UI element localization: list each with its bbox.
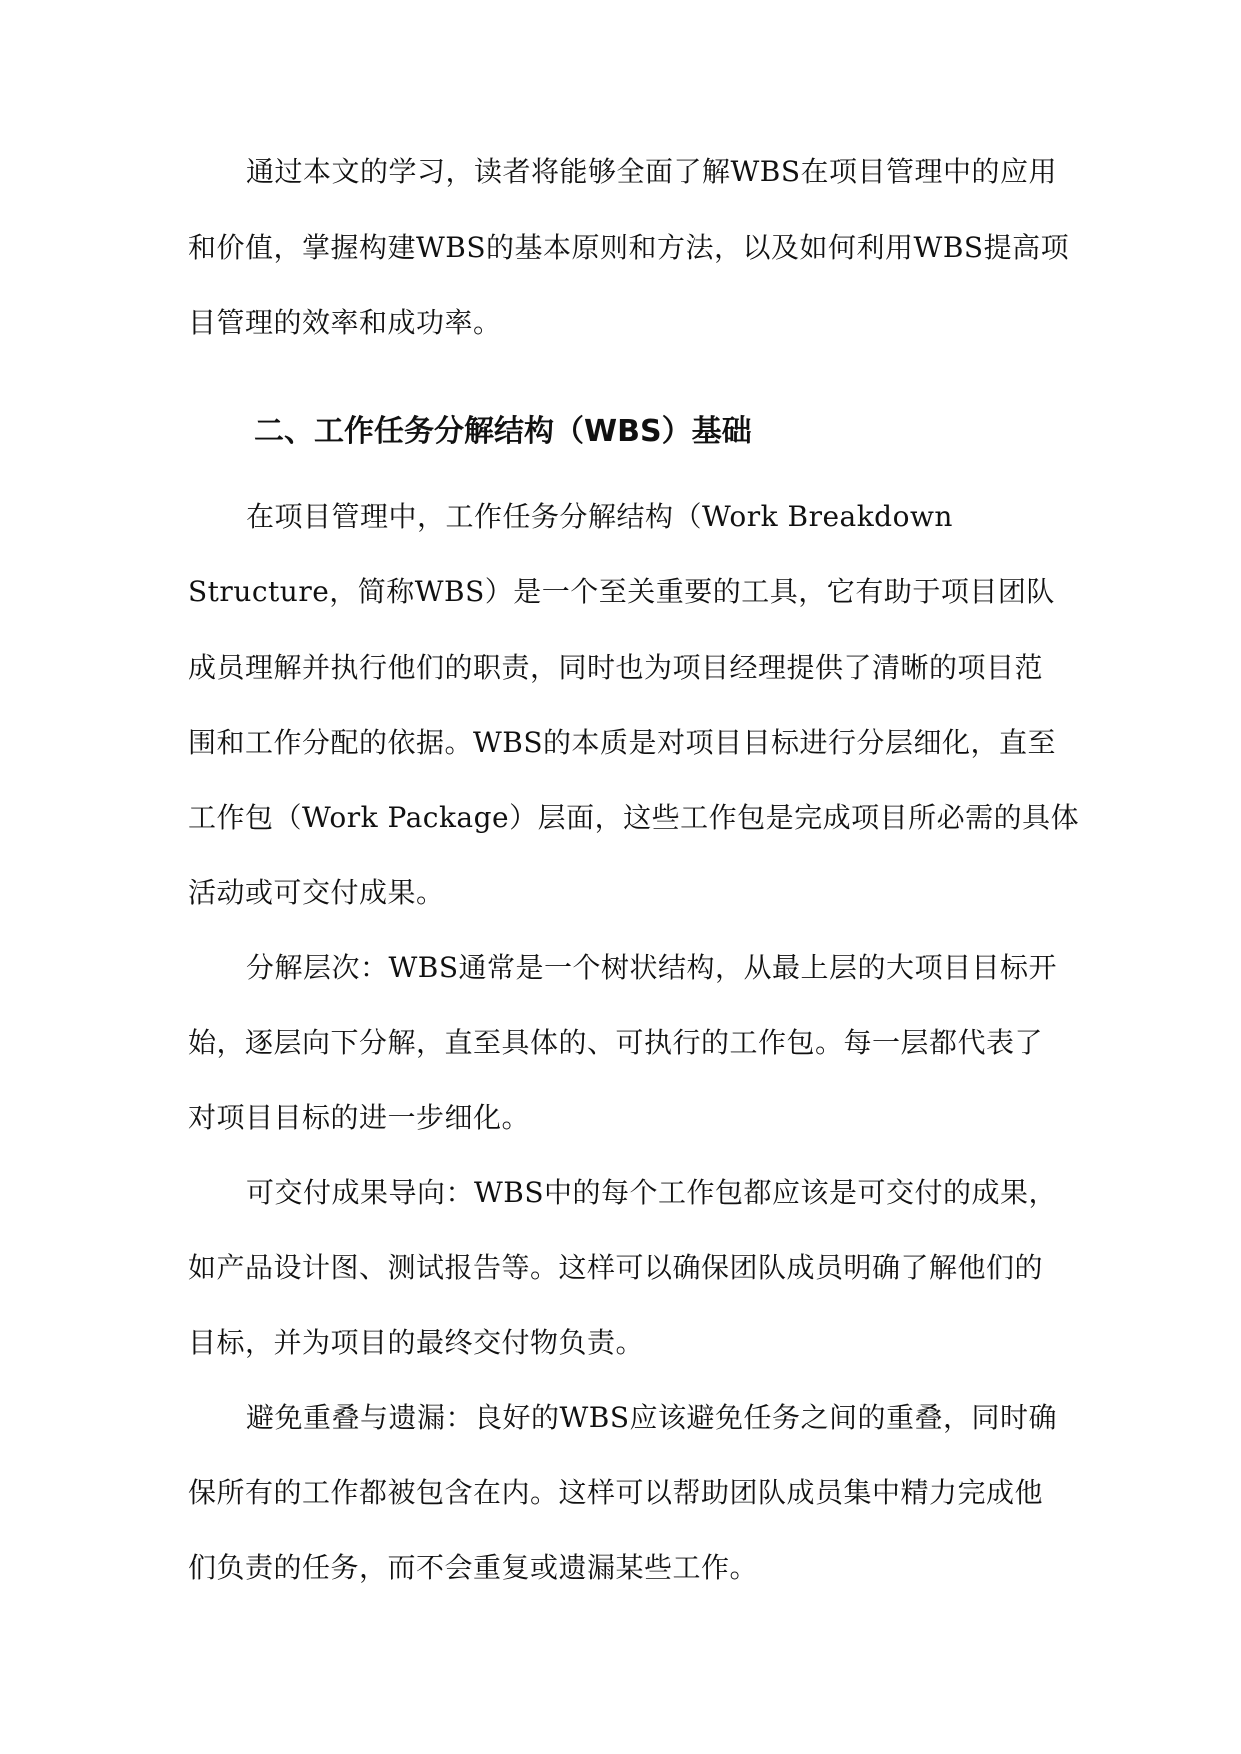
paragraph-line: 分解层次：WBS通常是一个树状结构，从最上层的大项目目标开 bbox=[246, 951, 1058, 984]
paragraph-line: 保所有的工作都被包含在内。这样可以帮助团队成员集中精力完成他 bbox=[188, 1476, 1044, 1509]
paragraph-line: 避免重叠与遗漏：良好的WBS应该避免任务之间的重叠，同时确 bbox=[246, 1401, 1058, 1434]
paragraph-line: 们负责的任务，而不会重复或遗漏某些工作。 bbox=[188, 1551, 759, 1584]
section-heading: 二、工作任务分解结构（WBS）基础 bbox=[254, 414, 752, 449]
paragraph-line: 始，逐层向下分解，直至具体的、可执行的工作包。每一层都代表了 bbox=[188, 1026, 1044, 1059]
paragraph-line: 成员理解并执行他们的职责，同时也为项目经理提供了清晰的项目范 bbox=[188, 651, 1044, 684]
paragraph-line: 可交付成果导向：WBS中的每个工作包都应该是可交付的成果， bbox=[246, 1176, 1058, 1209]
paragraph-line: 和价值，掌握构建WBS的基本原则和方法，以及如何利用WBS提高项 bbox=[188, 231, 1070, 264]
paragraph-line: 目管理的效率和成功率。 bbox=[188, 306, 502, 339]
paragraph-line: 在项目管理中，工作任务分解结构（Work Breakdown bbox=[246, 500, 953, 533]
paragraph-line: 对项目目标的进一步细化。 bbox=[188, 1101, 531, 1134]
paragraph-line: 围和工作分配的依据。WBS的本质是对项目目标进行分层细化，直至 bbox=[188, 726, 1057, 759]
paragraph-line: 目标，并为项目的最终交付物负责。 bbox=[188, 1326, 645, 1359]
paragraph-line: 如产品设计图、测试报告等。这样可以确保团队成员明确了解他们的 bbox=[188, 1251, 1044, 1284]
paragraph-line: 活动或可交付成果。 bbox=[188, 876, 445, 909]
paragraph-line: 通过本文的学习，读者将能够全面了解WBS在项目管理中的应用 bbox=[246, 155, 1058, 188]
paragraph-line: Structure，简称WBS）是一个至关重要的工具，它有助于项目团队 bbox=[188, 575, 1055, 608]
paragraph-line: 工作包（Work Package）层面，这些工作包是完成项目所必需的具体 bbox=[188, 801, 1080, 834]
